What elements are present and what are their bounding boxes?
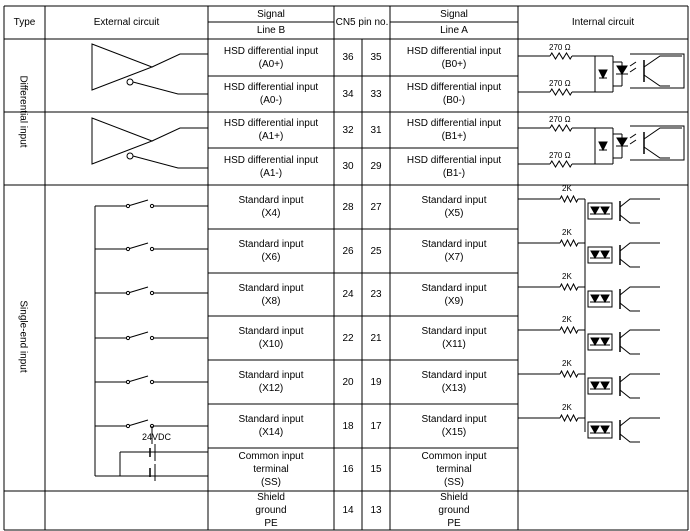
pin-line-a: 17 (370, 420, 382, 432)
photo-led-0 (601, 207, 609, 214)
photo-led-4 (601, 382, 609, 389)
internal-ch-b-emitter (644, 147, 670, 158)
internal-ch-a-r270-bot: 270 Ω (549, 79, 571, 88)
channel-a-output-negative (133, 82, 208, 94)
resistor-2k-5 (560, 415, 578, 421)
opto-collector-1 (620, 243, 660, 251)
internal-ch-a-led (617, 66, 627, 74)
pin-line-a: 13 (370, 505, 382, 516)
signal-line-b: Standard input (X8) (238, 282, 304, 307)
internal-ch-a-resistor-top (550, 53, 572, 59)
signal-line-b: Standard input (X10) (238, 326, 304, 350)
switch-pivot (126, 291, 129, 294)
internal-ch-a-emitter (644, 75, 670, 86)
switch-pivot (126, 424, 129, 427)
r2k-label-4: 2K (562, 359, 572, 368)
photo-diode-1 (591, 251, 599, 258)
opto-collector-2 (620, 287, 660, 295)
internal-ch-b-diode (599, 142, 607, 150)
signal-line-a: Standard input (X9) (421, 282, 487, 307)
channel-b-inverter-bubble (127, 153, 133, 159)
switch-1-contact (128, 243, 148, 249)
photo-led-1 (601, 251, 609, 258)
switch-3-contact (128, 332, 148, 338)
opto-box-0 (588, 203, 612, 219)
pin-line-a: 35 (370, 52, 382, 63)
internal-ch-b-output-bus (630, 126, 684, 160)
internal-ch-a-diode (599, 70, 607, 78)
pin-line-b: 18 (342, 420, 354, 432)
opto-emitter-5 (620, 434, 640, 442)
pin-line-b: 32 (342, 124, 354, 136)
opto-emitter-3 (620, 346, 640, 354)
pin-line-b: 24 (342, 289, 354, 300)
channel-a-driver-triangle (92, 44, 152, 90)
pin-line-b: 16 (342, 464, 354, 475)
type-differential-input: Differential input (17, 75, 29, 148)
internal-ch-b-led (617, 138, 627, 146)
pin-line-b: 36 (342, 52, 354, 63)
signal-line-b: HSD differential input (A1+) (223, 118, 319, 142)
r2k-label-3: 2K (562, 315, 572, 324)
signal-line-b: Standard input (X4) (238, 195, 304, 219)
header-signal-b: Signal (257, 8, 285, 20)
channel-b-output-positive (152, 128, 208, 141)
photo-led-2 (601, 295, 609, 302)
switch-pivot (126, 336, 129, 339)
header-internal-circuit: Internal circuit (571, 17, 635, 28)
resistor-2k-1 (560, 240, 578, 246)
switch-terminal (150, 336, 153, 339)
signal-line-a: HSD differential input (B1-) (406, 154, 502, 179)
opto-emitter-0 (620, 215, 640, 223)
r2k-label-1: 2K (562, 228, 572, 237)
internal-ch-b-resistor-top (550, 125, 572, 131)
internal-ch-a-light-arrows (630, 62, 636, 72)
opto-emitter-4 (620, 390, 640, 398)
header-external-circuit: External circuit (93, 17, 160, 28)
opto-emitter-1 (620, 259, 640, 267)
pin-line-a: 23 (370, 289, 382, 300)
opto-emitter-2 (620, 303, 640, 311)
photo-led-3 (601, 338, 609, 345)
signal-line-a: Standard input (X13) (421, 370, 487, 394)
header-type: Type (13, 17, 36, 28)
signal-line-a: Common input terminal (SS) (421, 451, 487, 488)
header-signal-a: Signal (440, 8, 468, 20)
switch-pivot (126, 380, 129, 383)
opto-box-4 (588, 378, 612, 394)
internal-ch-b-light-arrows (630, 134, 636, 144)
pin-line-a: 25 (370, 245, 382, 257)
switch-terminal (150, 247, 153, 250)
opto-box-3 (588, 334, 612, 350)
pin-line-b: 20 (342, 376, 354, 388)
opto-box-2 (588, 291, 612, 307)
signal-line-a: Shield ground PE (438, 492, 470, 529)
r2k-label-2: 2K (562, 272, 572, 281)
photo-diode-3 (591, 338, 599, 345)
photo-led-5 (601, 426, 609, 433)
internal-ch-a-output-bus (630, 54, 684, 88)
signal-line-b: HSD differential input (A0-) (223, 82, 319, 106)
signal-line-a: HSD differential input (B0-) (406, 82, 502, 106)
channel-b-driver-triangle (92, 118, 152, 164)
internal-ch-a-r270-top: 270 Ω (549, 43, 571, 52)
internal-ch-b-collector (644, 128, 682, 139)
resistor-2k-0 (560, 196, 578, 202)
pin-line-a: 19 (370, 376, 382, 388)
opto-collector-0 (620, 199, 660, 207)
signal-line-a: HSD differential input (B0+) (406, 45, 502, 70)
photo-diode-5 (591, 426, 599, 433)
r2k-label-5: 2K (562, 403, 572, 412)
signal-line-a: Standard input (X7) (421, 239, 487, 263)
signal-line-b: Standard input (X12) (238, 370, 304, 394)
switch-2-contact (128, 287, 148, 293)
internal-ch-a-collector (644, 56, 682, 67)
signal-line-b: Standard input (X6) (238, 239, 304, 263)
header-cn5-pin: CN5 pin no. (335, 17, 389, 28)
resistor-2k-4 (560, 371, 578, 377)
internal-ch-a-resistor-bottom (550, 89, 572, 95)
pin-line-b: 28 (342, 201, 354, 213)
vdc-label: 24VDC (142, 432, 172, 442)
signal-line-a: Standard input (X11) (421, 326, 487, 350)
switch-pivot (126, 247, 129, 250)
pin-line-b: 22 (342, 332, 354, 344)
signal-line-b: Shield ground PE (255, 492, 287, 529)
pin-line-a: 31 (370, 124, 382, 136)
header-line-b: Line B (256, 25, 286, 36)
header-line-a: Line A (440, 25, 468, 36)
opto-collector-5 (620, 418, 660, 426)
resistor-2k-2 (560, 284, 578, 290)
pin-line-a: 29 (370, 161, 382, 172)
pin-line-a: 33 (370, 88, 382, 100)
signal-line-b: Common input terminal (SS) (238, 451, 304, 488)
signal-line-b: HSD differential input (A1-) (223, 154, 319, 179)
switch-terminal (150, 291, 153, 294)
photo-diode-4 (591, 382, 599, 389)
pin-line-a: 27 (370, 201, 382, 213)
switch-pivot (126, 204, 129, 207)
internal-ch-b-r270-bot: 270 Ω (549, 151, 571, 160)
switch-5-contact (128, 420, 148, 426)
signal-line-a: HSD differential input (B1+) (406, 118, 502, 142)
channel-b-output-negative (133, 156, 208, 168)
photo-diode-2 (591, 295, 599, 302)
pin-line-b: 30 (342, 161, 354, 172)
channel-a-inverter-bubble (127, 79, 133, 85)
internal-ch-b-r270-top: 270 Ω (549, 115, 571, 124)
resistor-2k-3 (560, 327, 578, 333)
pin-line-b: 34 (342, 88, 354, 100)
switch-terminal (150, 204, 153, 207)
signal-line-b: Standard input (X14) (238, 414, 304, 438)
pin-line-b: 26 (342, 245, 354, 257)
opto-collector-4 (620, 374, 660, 382)
pin-line-b: 14 (342, 505, 354, 516)
r2k-label-0: 2K (562, 184, 572, 193)
opto-box-5 (588, 422, 612, 438)
internal-ch-b-resistor-bottom (550, 161, 572, 167)
channel-a-output-positive (152, 54, 208, 67)
photo-diode-0 (591, 207, 599, 214)
signal-line-b: HSD differential input (A0+) (223, 45, 319, 70)
signal-line-a: Standard input (X5) (421, 195, 487, 219)
switch-0-contact (128, 200, 148, 206)
type-single-end-input: Single-end input (17, 300, 29, 373)
switch-4-contact (128, 376, 148, 382)
signal-line-a: Standard input (X15) (421, 414, 487, 438)
pin-line-a: 15 (370, 464, 382, 475)
opto-box-1 (588, 247, 612, 263)
opto-collector-3 (620, 330, 660, 338)
pin-line-a: 21 (370, 332, 382, 344)
switch-terminal (150, 380, 153, 383)
